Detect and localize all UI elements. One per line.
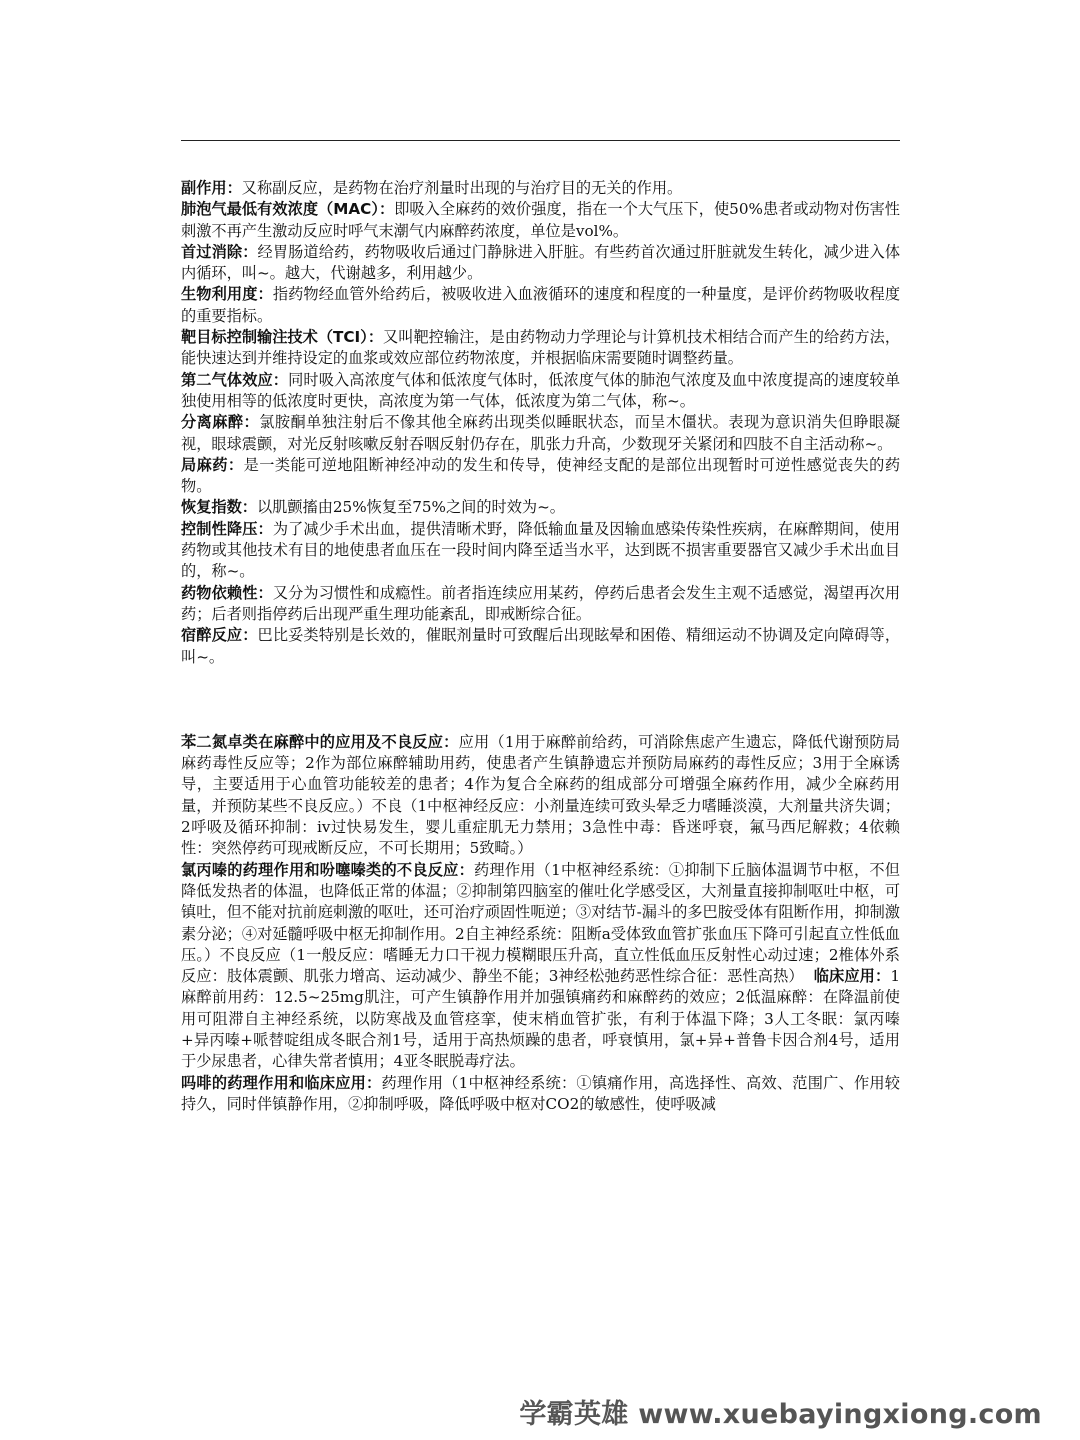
definition-entry <box>181 370 900 413</box>
definition-text: 同时吸入高浓度气体和低浓度气体时，低浓度气体的肺泡气浓度及血中浓度提高的速度较单独使用相等的低浓度时更快，高浓度为第一气体，低浓度为第二气体，称~。 <box>181 370 901 410</box>
clinical-application-text: 1麻醉前用药：12.5~25mg肌注，可产生镇静作用并加强镇痛药和麻醉药的效应；2低温麻醉：在降温前使用可阻滞自主神经系统，以防寒战及血管痉挛，使末梢血管扩张，有利于体温下降；3人工冬眠：氯丙嗪+异丙嗪+哌替啶组成冬眠合剂1号，适用于高热烦躁的患者，呼衰慎用，氯+异+普鲁卡因合剂4号，适用于少尿患者，心律失常者慎用；4亚冬眠脱毒疗法。 <box>181 967 900 1071</box>
definition-term: 首过消除： <box>181 242 258 261</box>
definition-entry <box>181 455 900 498</box>
document-body <box>181 178 900 1115</box>
essay-term: 吗啡的药理作用和临床应用： <box>181 1073 382 1092</box>
definition-term: 第二气体效应： <box>181 370 289 389</box>
definition-entry <box>181 583 900 626</box>
definition-term: 局麻药： <box>181 455 244 474</box>
essay-text: 应用（1用于麻醉前给药，可消除焦虑产生遗忘，降低代谢预防局麻药毒性反应等；2作为部位麻醉辅助用药，使患者产生镇静遗忘并预防局麻药的毒性反应；3用于全麻诱导，主要适用于心血管功能较差的患者；4作为复合全麻药的组成部分可增强全麻药作用，减少全麻药用量，并预防某些不良反应。）不良（1中枢神经反应：小剂量连续可致头晕乏力嗜睡淡漠，大剂量共济失调；2呼吸及循环抑制：iv过快易发生，婴儿重症肌无力禁用；3急性中毒：昏迷呼衰，氟马西尼解救；4依赖性：突然停药可现戒断反应，不可长期用；5致畸。） <box>181 732 901 858</box>
definition-term: 宿醉反应： <box>181 626 258 645</box>
essay-term: 氯丙嗪的药理作用和吩噻嗪类的不良反应： <box>181 860 474 879</box>
essay-morphine <box>181 1073 900 1116</box>
essay-text: 药理作用（1中枢神经系统：①抑制下丘脑体温调节中枢，不但降低发热者的体温，也降低正常的体温；②抑制第四脑室的催吐化学感受区，大剂量直接抑制呕吐中枢，可镇吐，但不能对抗前庭刺激的呕吐，还可治疗顽固性呃逆；③对结节-漏斗的多巴胺受体有阻断作用，抑制激素分泌；④对延髓呼吸中枢无抑制作用。2自主神经系统：阻断a受体致血管扩张血压下降可引起直立性低血压。）不良反应（1一般反应：嗜睡无力口干视力模糊眼压升高，直立性低血压反射性心动过速；2椎体外系反应：肢体震颤、肌张力增高、运动减少、静坐不能；3神经松弛药恶性综合征：恶性高热） <box>181 860 900 986</box>
definition-entry <box>181 199 900 242</box>
definition-text: 又分为习惯性和成瘾性。前者指连续应用某药，停药后患者会发生主观不适感觉，渴望再次用药；后者则指停药后出现严重生理功能紊乱，即戒断综合征。 <box>181 583 901 623</box>
definition-entry <box>181 242 900 285</box>
definition-text: 指药物经血管外给药后，被吸收进入血液循环的速度和程度的一种量度，是评价药物吸收程度的重要指标。 <box>181 285 901 325</box>
clinical-application-term: 临床应用： <box>813 967 891 986</box>
definition-text: 氯胺酮单独注射后不像其他全麻药出现类似睡眠状态，而呈木僵状。表现为意识消失但睁眼凝视，眼球震颤，对光反射咳嗽反射吞咽反射仍存在，肌张力升高，少数现牙关紧闭和四肢不自主活动称~。 <box>181 413 901 453</box>
definition-text: 即吸入全麻药的效价强度，指在一个大气压下，使50%患者或动物对伤害性刺激不再产生激动反应时呼气末潮气内麻醉药浓度，单位是vol%。 <box>181 200 900 240</box>
definition-term: 生物利用度： <box>181 285 273 304</box>
essay-benzodiazepine <box>181 732 900 860</box>
definition-term: 靶目标控制输注技术（TCI）： <box>181 328 384 347</box>
definition-entry <box>181 178 900 199</box>
definition-term: 分离麻醉： <box>181 413 260 432</box>
definition-entry <box>181 284 900 327</box>
definition-entry <box>181 412 900 455</box>
definition-entry <box>181 327 900 370</box>
definition-term: 药物依赖性： <box>181 583 273 602</box>
definition-text: 又叫靶控输注，是由药物动力学理论与计算机技术相结合而产生的给药方法，能快速达到并维持设定的血浆或效应部位药物浓度，并根据临床需要随时调整药量。 <box>181 328 901 368</box>
definition-text: 为了减少手术出血，提供清晰术野，降低输血量及因输血感染传染性疾病，在麻醉期间，使用药物或其他技术有目的地使患者血压在一段时间内降至适当水平，达到既不损害重要器官又减少手术出血目的，称~。 <box>181 519 901 581</box>
definition-text: 是一类能可逆地阻断神经冲动的发生和传导，使神经支配的是部位出现暂时可逆性感觉丧失的药物。 <box>181 455 901 496</box>
definition-term: 肺泡气最低有效浓度（MAC）： <box>181 200 395 219</box>
definition-text: 巴比妥类特别是长效的，催眠剂量时可致醒后出现眩晕和困倦、精细运动不协调及定向障碍等，叫~。 <box>181 626 901 666</box>
section-gap <box>181 668 900 732</box>
definition-term: 恢复指数： <box>181 498 257 517</box>
definition-entry <box>181 625 900 668</box>
definition-term: 副作用： <box>181 179 242 197</box>
definition-text: 经胃肠道给药，药物吸收后通过门静脉进入肝脏。有些药首次通过肝脏就发生转化，减少进入体内循环，叫~。越大，代谢越多，利用越少。 <box>181 242 901 283</box>
essay-chlorpromazine <box>181 860 900 1073</box>
watermark: 学霸英雄 www.xuebayingxiong.com <box>519 1399 1042 1430</box>
definition-entry <box>181 497 900 518</box>
definition-term: 控制性降压： <box>181 519 273 538</box>
definition-text: 又称副反应，是药物在治疗剂量时出现的与治疗目的无关的作用。 <box>241 179 683 197</box>
header-rule <box>181 140 900 141</box>
definition-entry <box>181 519 900 583</box>
definition-text: 以肌颤搐由25%恢复至75%之间的时效为~。 <box>256 498 565 517</box>
essay-text: 药理作用（1中枢神经系统：①镇痛作用，高选择性、高效、范围广、作用较持久，同时伴镇静作用，②抑制呼吸，降低呼吸中枢对CO2的敏感性，使呼吸减 <box>181 1073 900 1113</box>
essay-term: 苯二氮卓类在麻醉中的应用及不良反应： <box>181 732 459 751</box>
